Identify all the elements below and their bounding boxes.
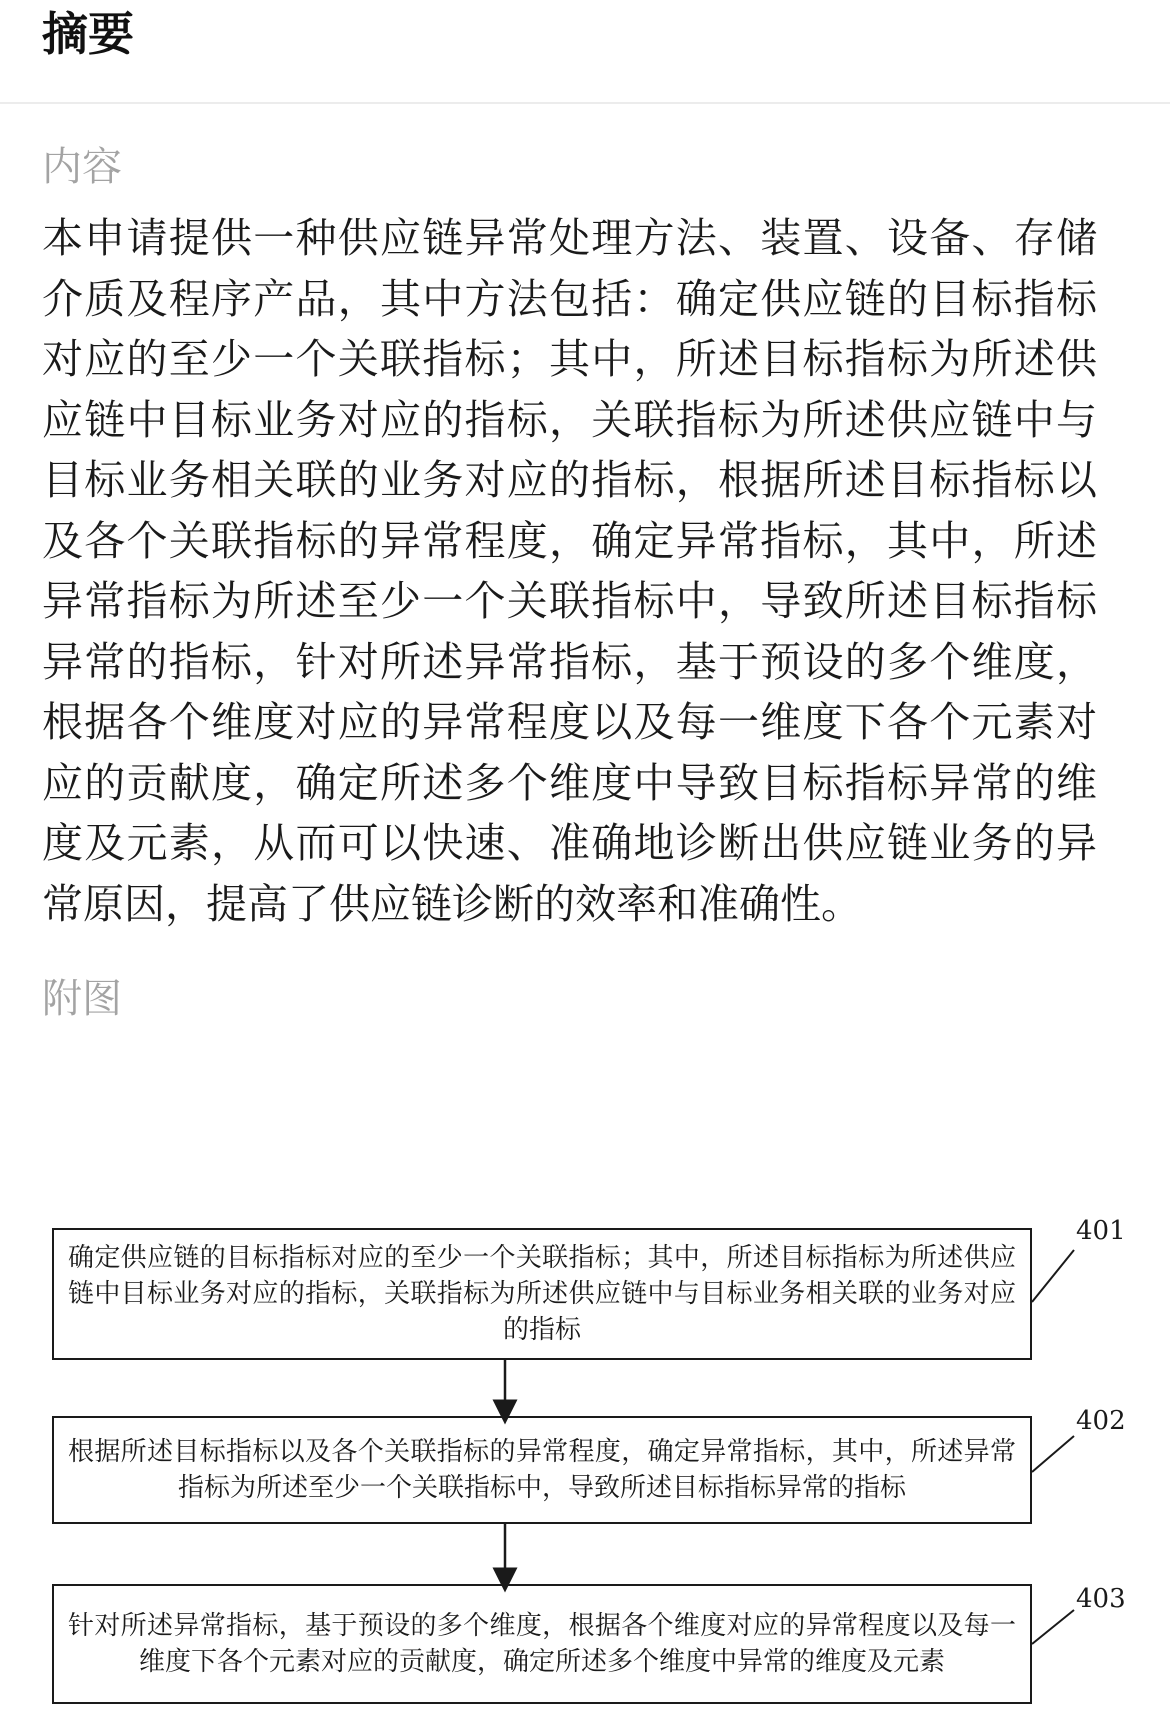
- flow-step-number-403: 403: [1076, 1584, 1126, 1614]
- flowchart-figure: [0, 1210, 1170, 1710]
- content-section-label: 内容: [42, 144, 122, 190]
- page-title: 摘要: [42, 7, 134, 61]
- flow-step-text-401: 确定供应链的目标指标对应的至少一个关联指标；其中，所述目标指标为所述供应链中目标业务对应的指标，关联指标为所述供应链中与目标业务相关联的业务对应的指标: [68, 1243, 1016, 1345]
- flow-step-text-403: 针对所述异常指标，基于预设的多个维度，根据各个维度对应的异常程度以及每一维度下各个元素对应的贡献度，确定所述多个维度中异常的维度及元素: [68, 1611, 1016, 1677]
- flow-step-number-401: 401: [1076, 1216, 1126, 1246]
- flow-step-number-402: 402: [1076, 1406, 1126, 1436]
- flow-step-box-401: [52, 1228, 1032, 1360]
- figure-section-label: 附图: [42, 976, 122, 1022]
- flow-step-text-402: 根据所述目标指标以及各个关联指标的异常程度，确定异常指标，其中，所述异常指标为所述至少一个关联指标中，导致所述目标指标异常的指标: [68, 1437, 1016, 1503]
- leader-line-402: [1032, 1436, 1074, 1472]
- leader-line-401: [1032, 1250, 1074, 1302]
- flow-step-box-402: [52, 1416, 1032, 1524]
- page-header: [0, 0, 1170, 104]
- flow-step-box-403: [52, 1584, 1032, 1704]
- abstract-text: 本申请提供一种供应链异常处理方法、装置、设备、存储介质及程序产品，其中方法包括：确定供应链的目标指标对应的至少一个关联指标；其中，所述目标指标为所述供应链中目标业务对应的指标，关联指标为所述供应链中与目标业务相关联的业务对应的指标，根据所述目标指标以及各个关联指标的异常程度，确定异常指标，其中，所述异常指标为所述至少一个关联指标中，导致所述目标指标异常的指标，针对所述异常指标，基于预设的多个维度，根据各个维度对应的异常程度以及每一维度下各个元素对应的贡献度，确定所述多个维度中导致目标指标异常的维度及元素，从而可以快速、准确地诊断出供应链业务的异常原因，提高了供应链诊断的效率和准确性。: [42, 214, 1097, 928]
- leader-line-403: [1032, 1610, 1074, 1644]
